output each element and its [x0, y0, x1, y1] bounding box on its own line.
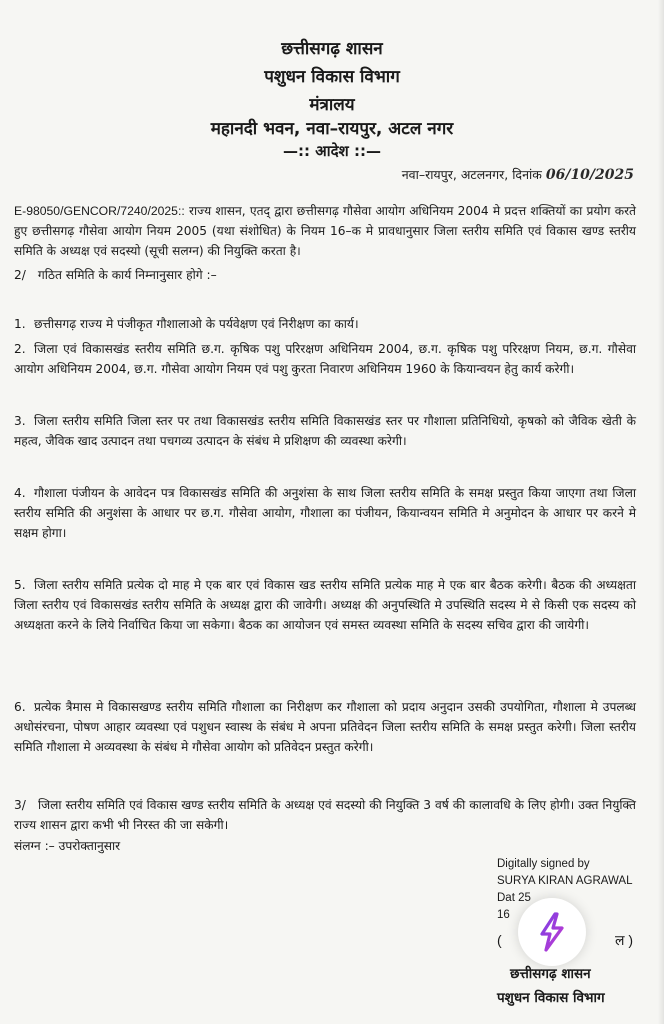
section3-text: जिला स्तरीय समिति एवं विकास खण्ड स्तरीय समिति के अध्यक्ष एवं सदस्यो की नियुक्ति 3 वर्ष की कालावधि के लिए होगी। उक्त नियुक्ति राज्य शासन द्वारा कभी भी निरस्त की जा सकेगी। [14, 798, 636, 832]
dateline-label: नवा–रायपुर, अटलनगर, दिनांक [401, 167, 542, 182]
enclosure-note: संलग्न :– उपरोक्तानुसार [14, 839, 121, 853]
signatory-name: SURYA KIRAN AGRAWAL [497, 875, 633, 887]
signature-paren-close: ल ) [615, 932, 634, 948]
list-item-text: प्रत्येक त्रैमास मे विकासखण्ड स्तरीय समिति गौशाला का निरीक्षण कर गौशाला को प्रदाय अनुदान उसकी उपयोगिता, गौशाला मे उपलब्ध अधोसंरचना, पोषण आहार व्यवस्था एवं पशुधन स्वास्थ के संबंध मे अपना प्रतिवेदन जिला स्तरीय समिति के समक्ष प्रस्तुत करेगी। जिला स्तरीय समिति गौशाला मे अव्यवस्था के संबंध मे गौसेवा आयोग को प्रतिवेदन प्रस्तुत करेगी। [14, 700, 636, 754]
signature-line4: 16 [497, 909, 510, 921]
list-item-text: जिला स्तरीय समिति प्रत्येक दो माह मे एक बार एवं विकास खड स्तरीय समिति प्रत्येक माह मे एक बार बैठक करेगी। बैठक की अध्यक्षता जिला स्तरीय एवं विकासखंड स्तरीय समिति के अध्यक्ष द्वारा की जावेगी। अध्यक्ष की अनुपस्थिति मे उपस्थिति सदस्य मे से किसी एक सदस्य को अध्यक्षता करने के लिये निर्वाचित किया जा सकेगा। बैठक का आयोजन एवं समस्त व्यवस्था समिति के सदस्य सचिव द्वारा की जायेगी। [14, 578, 636, 632]
ministry-label: मंत्रालय [309, 95, 355, 115]
signature-date: Dat 25 [497, 892, 531, 904]
footer-govt-name: छत्तीसगढ़ शासन [510, 966, 591, 982]
list-item [14, 575, 636, 635]
list-item [14, 697, 636, 757]
list-item [14, 314, 636, 334]
order-intro [14, 201, 636, 261]
signature-title: Digitally signed by [497, 858, 590, 870]
section2-heading-text: गठित समिति के कार्य निम्नानुसार होगे :– [37, 268, 217, 282]
signature-paren-open: ( [497, 932, 502, 948]
list-item [14, 411, 636, 451]
govt-name: छत्तीसगढ़ शासन [281, 39, 383, 59]
list-item-number: 6. [14, 700, 26, 714]
order-intro-text: राज्य शासन, एतद् द्वारा छत्तीसगढ़ गौसेवा आयोग अधिनियम 2004 मे प्रदत्त शक्तियों का प्रयोग करते हुए छत्तीसगढ़ गौसेवा आयोग नियम 2005 (यथा संशोधित) के नियम 16–क मे प्रावधानुसार जिला स्तरीय समिति एवं विकास खण्ड स्तरीय समिति के अध्यक्ष एवं सदस्यो (सूची सलग्न) की नियुक्ति करता है। [14, 204, 637, 258]
list-item-text: गौशाला पंजीयन के आवेदन पत्र विकासखंड समिति की अनुशंसा के साथ जिला स्तरीय समिति के समक्ष प्रस्तुत किया जाएगा तथा जिला स्तरीय समिति की अनुशंसा के आधार पर छ.ग. गौसेवा आयोग, गौशाला का पंजीयन, कियान्वयन समिति मे अनुमोदन के आधार पर करने मे सक्षम होगा। [14, 486, 636, 540]
app-logo-icon [528, 908, 576, 956]
section3-number: 3/ [14, 798, 26, 812]
section2-number: 2/ [14, 268, 26, 282]
list-item-number: 2. [14, 342, 26, 356]
section2-heading [14, 265, 636, 285]
list-item-number: 1. [14, 317, 26, 331]
list-item [14, 339, 636, 379]
list-item-text: जिला एवं विकासखंड स्तरीय समिति छ.ग. कृषिक पशु परिरक्षण अधिनियम 2004, छ.ग. कृषिक पशु परिरक्षण नियम, छ.ग. गौसेवा आयोग अधिनियम 2004, छ.ग. गौसेवा आयोग नियम एवं पशु कुरता निवारण अधिनियम 1960 के कियान्वयन हेतु कार्य करेगी। [14, 342, 636, 376]
department-name: पशुधन विकास विभाग [264, 67, 400, 87]
order-reference: E-98050/GENCOR/7240/2025:: [14, 204, 185, 218]
list-item-number: 4. [14, 486, 26, 500]
dateline [402, 166, 634, 183]
section3 [14, 795, 636, 835]
list-item-number: 5. [14, 578, 26, 592]
page-edge-shadow [658, 0, 664, 1024]
dateline-date: 06/10/2025 [545, 167, 634, 183]
list-item-text: जिला स्तरीय समिति जिला स्तर पर तथा विकासखंड स्तरीय समिति विकासखंड स्तर पर गौशाला प्रतिनिधियो, कृषको को जैविक खेती के महत्व, जैविक खाद उत्पादन तथा पचगव्य उत्पादन के संबंध मे प्रशिक्षण की व्यवस्था करेगी। [14, 414, 636, 448]
office-address: महानदी भवन, नवा–रायपुर, अटल नगर [210, 119, 454, 139]
list-item-text: छत्तीसगढ़ राज्य मे पंजीकृत गौशालाओ के पर्यवेक्षण एवं निरीक्षण का कार्य। [34, 317, 359, 331]
order-heading: —:: आदेश ::— [283, 142, 381, 160]
list-item-number: 3. [14, 414, 26, 428]
app-logo-badge[interactable] [518, 898, 586, 966]
list-item [14, 483, 636, 543]
footer-department: पशुधन विकास विभाग [497, 990, 605, 1006]
